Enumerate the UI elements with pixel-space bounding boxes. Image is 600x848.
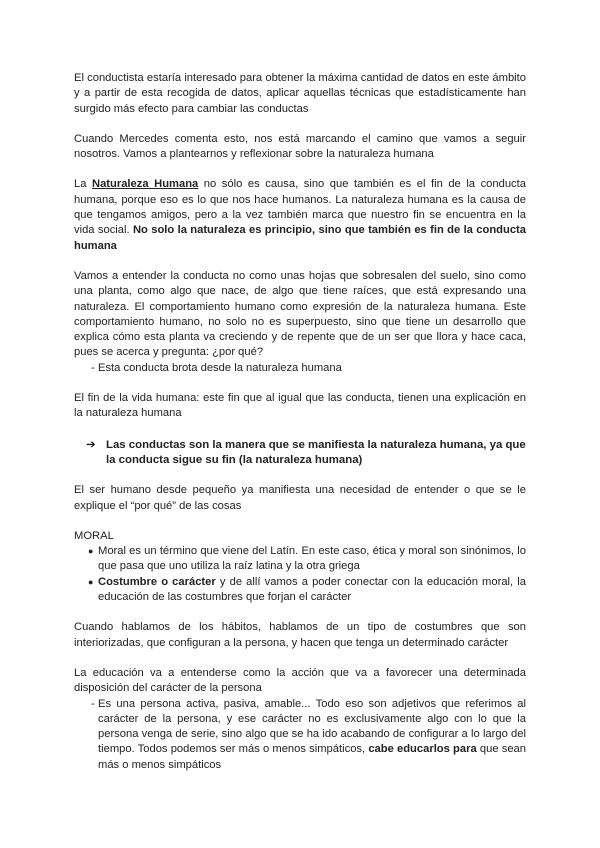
text-run: que sean más o menos simpáticos [98, 743, 526, 771]
bullet-marker: ● [88, 546, 94, 557]
paragraph-planta: Vamos a entender la conducta no como unas hojas que sobresalen del suelo, sino como una planta, como algo que nace, de algo que tiene raíces, que está expresando una naturaleza. El comportamiento humano como expresión de la naturaleza humana. Este comportamiento humano, no solo no es superpuesto, sino que tiene un desarrollo que explica cómo esta planta va creciendo y de repente que de un ser que llora y hace caca, pues se acerca y pregunta: ¿por qué? [74, 269, 526, 359]
arrow-icon: ➔ [86, 438, 96, 451]
paragraph-mercedes: Cuando Mercedes comenta esto, nos está marcando el camino que vamos a seguir nosotros. Vamos a plantearnos y reflexionar sobre la naturaleza humana [74, 132, 526, 161]
list-item [74, 544, 526, 575]
arrow-statement [74, 438, 526, 469]
list-item [74, 361, 526, 376]
list-item-text: Moral es un término que viene del Latín. En este caso, ética y moral son sinónimos, lo que pasa que uno utiliza la raíz latina y la otra griega [98, 545, 526, 573]
bullet-list [74, 544, 526, 605]
section-heading-moral: MORAL [74, 529, 114, 542]
bold-phrase: cabe educarlos para [368, 743, 477, 756]
paragraph-conductista: El conductista estaría interesado para obtener la máxima cantidad de datos en este ámbito y a partir de esta recogida de datos, aplicar aquellas técnicas que estadísticamente han surgido más efecto para cambiar las conductas [74, 72, 526, 115]
list-item-text: Esta conducta brota desde la naturaleza humana [98, 361, 342, 374]
dash-list [74, 361, 526, 376]
list-item [74, 575, 526, 606]
text-run: La [74, 178, 92, 191]
list-item-text: y de allí vamos a poder conectar con la educación moral, la educación de las costumbres que forjan el carácter [98, 575, 526, 604]
paragraph-fin-vida: El fin de la vida humana: este fin que al igual que las conducta, tienen una explicación en la naturaleza humana [74, 392, 526, 420]
bullet-marker: ● [88, 576, 94, 587]
bold-term: Costumbre o carácter [98, 575, 216, 588]
paragraph-educacion: La educación va a entenderse como la acción que va a favorecer una determinada disposición del carácter de la persona [74, 666, 526, 695]
paragraph-por-que: El ser humano desde pequeño ya manifiesta una necesidad de entender o que se le explique el “por qué” de las cosas [74, 484, 526, 512]
dash-marker: - [91, 697, 95, 710]
arrow-statement-text: Las conductas son la manera que se manifiesta la naturaleza humana, ya que la conducta sigue su fin (la naturaleza humana) [106, 438, 526, 466]
text-run: no sólo es causa, sino que también es el fin de la conducta humana, porque eso es lo que nos hace humanos. La naturaleza humana es la causa de que tengamos amigos, pero a la vez también marca que nuestro fin se encuentra en la vida social. [74, 178, 526, 237]
paragraph-naturaleza-humana [74, 177, 526, 253]
text-run: Es una persona activa, pasiva, amable... Todo eso son adjetivos que referimos al carácter de la persona, y ese carácter no es exclusivamente algo con lo que la persona venga de serie, sino algo que se ha ido acabando de configurar a lo largo del tiempo. Todos podemos ser más o menos simpáticos, [98, 697, 526, 756]
term-naturaleza-humana: Naturaleza Humana [92, 178, 199, 191]
bold-conclusion: No solo la naturaleza es principio, sino que también es fin de la conducta humana [74, 224, 526, 252]
list-item [74, 697, 526, 773]
paragraph-habitos: Cuando hablamos de los hábitos, hablamos de un tipo de costumbres que son interiorizadas, que configuran a la persona, y hacen que tenga un determinado carácter [74, 621, 526, 649]
dash-list [74, 697, 526, 773]
dash-marker: - [91, 361, 95, 374]
